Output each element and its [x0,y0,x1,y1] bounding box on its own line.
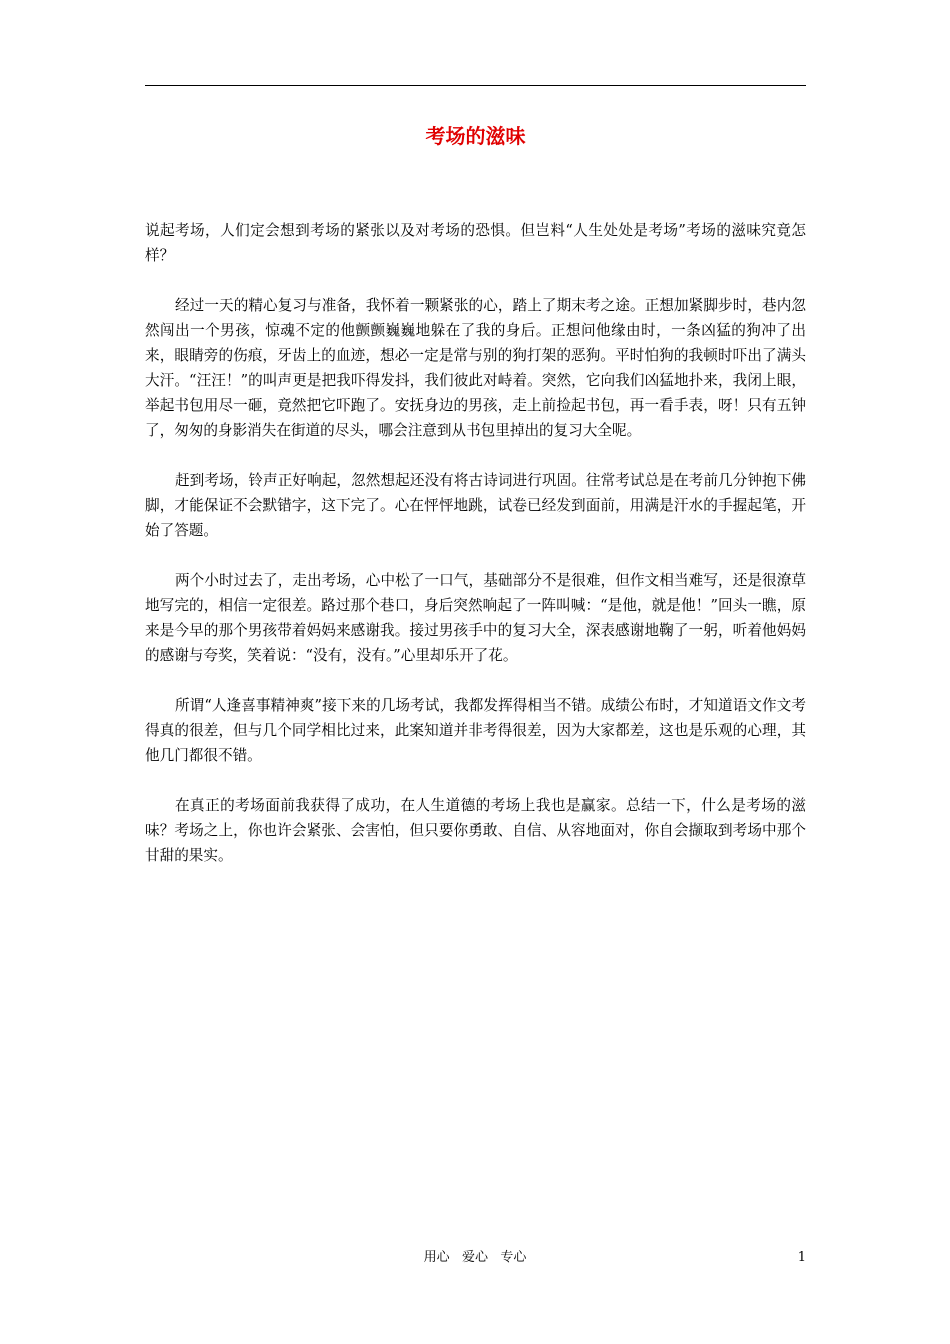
paragraph-5: 所谓“人逢喜事精神爽”接下来的几场考试，我都发挥得相当不错。成绩公布时，才知道语文作文考得真的很差，但与几个同学相比过来，此案知道并非考得很差，因为大家都差，这也是乐观的心理，其他几门都很不错。 [145,697,806,764]
header-rule [145,85,806,86]
page-number: 1 [797,1250,806,1265]
paragraph-2: 经过一天的精心复习与准备，我怀着一颗紧张的心，踏上了期末考之途。正想加紧脚步时，巷内忽然闯出一个男孩，惊魂不定的他颤颤巍巍地躲在了我的身后。正想问他缘由时，一条凶猛的狗冲了出来，眼睛旁的伤痕，牙齿上的血迹，想必一定是常与别的狗打架的恶狗。平时怕狗的我顿时吓出了满头大汗。“汪汪！”的叫声更是把我吓得发抖，我们彼此对峙着。突然，它向我们凶猛地扑来，我闭上眼，举起书包用尽一砸，竟然把它吓跑了。安抚身边的男孩，走上前捡起书包，再一看手表，呀！只有五钟了，匆匆的身影消失在街道的尽头，哪会注意到从书包里掉出的复习大全呢。 [145,297,806,439]
footer-motto: 用心 爱心 专心 [423,1250,527,1265]
paragraph-3: 赶到考场，铃声正好响起，忽然想起还没有将古诗词进行巩固。往常考试总是在考前几分钟抱下佛脚，才能保证不会默错字，这下完了。心在怦怦地跳，试卷已经发到面前，用满是汗水的手握起笔，开始了答题。 [145,472,806,539]
paragraph-6: 在真正的考场面前我获得了成功，在人生道德的考场上我也是赢家。总结一下，什么是考场的滋味？考场之上，你也许会紧张、会害怕，但只要你勇敢、自信、从容地面对，你自会撷取到考场中那个甘甜的果实。 [145,797,806,864]
paragraph-4: 两个小时过去了，走出考场，心中松了一口气，基础部分不是很难，但作文相当难写，还是很潦草地写完的，相信一定很差。路过那个巷口，身后突然响起了一阵叫喊：“是他，就是他！”回头一瞧，原来是今早的那个男孩带着妈妈来感谢我。接过男孩手中的复习大全，深表感谢地鞠了一躬，听着他妈妈的感谢与夸奖，笑着说：“没有，没有。”心里却乐开了花。 [145,572,806,664]
paragraph-intro: 说起考场，人们定会想到考场的紧张以及对考场的恐惧。但岂料“人生处处是考场”考场的滋味究竟怎样？ [145,222,806,264]
document-body [145,218,806,893]
document-title: 考场的滋味 [425,124,526,148]
